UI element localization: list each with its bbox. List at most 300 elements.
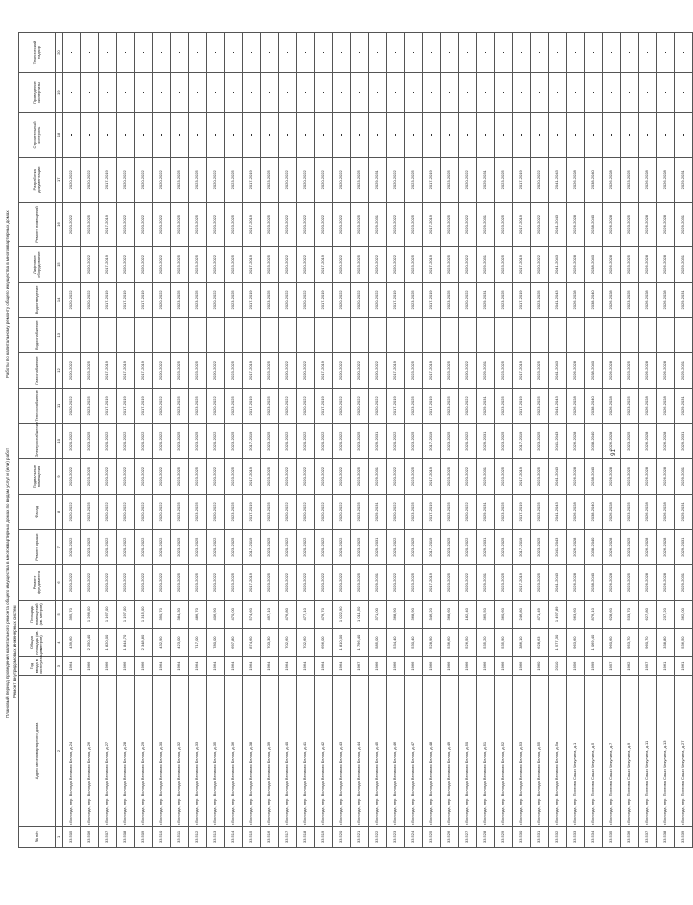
dot-mark: [179, 92, 181, 94]
column-number: 15: [56, 247, 63, 282]
table-cell: 360,60: [495, 600, 513, 628]
table-cell: 33.537: [639, 826, 657, 847]
table-cell: 2023-2025: [351, 565, 369, 600]
table-cell: [549, 73, 567, 113]
table-cell: 2023-2025: [261, 424, 279, 459]
table-cell: г.Вологда, пер. Вологда Великая Белая, д.26: [81, 676, 99, 827]
table-row: [513, 33, 531, 848]
table-row: [621, 33, 639, 848]
table-cell: 2023-2025: [81, 494, 99, 529]
table-cell: 2038-2040: [585, 353, 603, 388]
table-row: [171, 33, 189, 848]
table-cell: 2023-2025: [531, 565, 549, 600]
table-cell: 33.513: [207, 826, 225, 847]
table-cell: 2020-2022: [333, 530, 351, 565]
dot-mark: [233, 52, 235, 54]
table-cell: 2023-2025: [621, 530, 639, 565]
table-cell: 2017-2019: [243, 530, 261, 565]
table-cell: 2023-2025: [351, 530, 369, 565]
table-cell: 2026-2028: [567, 157, 585, 202]
table-cell: 338,80: [657, 628, 675, 656]
table-row: [225, 33, 243, 848]
table-cell: 1966: [369, 657, 387, 676]
table-cell: 2026-2028: [639, 424, 657, 459]
table-cell: г.Вологда, пер. Вологда Великая Белая, д.48: [423, 676, 441, 827]
table-cell: 1 577,30: [549, 628, 567, 656]
table-cell: 476,80: [279, 600, 297, 628]
table-cell: 33.523: [387, 826, 405, 847]
table-cell: 2020-2022: [63, 202, 81, 247]
dot-mark: [197, 134, 199, 136]
table-cell: [441, 113, 459, 158]
column-number: 20: [56, 33, 63, 73]
table-cell: 33.535: [603, 826, 621, 847]
table-cell: 2017-2019: [513, 247, 531, 282]
table-cell: 2020-2022: [279, 494, 297, 529]
table-cell: 2017-2019: [243, 459, 261, 494]
table-cell: [261, 33, 279, 73]
table-cell: 2020-2022: [459, 424, 477, 459]
table-cell: г.Вологда, пер. Вологда Великая Белая, д.5а: [549, 676, 567, 827]
table-cell: 2023-2025: [441, 202, 459, 247]
table-cell: [297, 73, 315, 113]
table-cell: [549, 113, 567, 158]
table-cell: 1964: [261, 657, 279, 676]
dot-mark: [503, 134, 505, 136]
dot-mark: [629, 92, 631, 94]
table-cell: г.Вологда, пер. Вологда Великая Белая, д.55: [531, 676, 549, 827]
table-cell: 2020-2022: [333, 494, 351, 529]
table-cell: 33.534: [585, 826, 603, 847]
table-cell: 963,60: [567, 628, 585, 656]
table-cell: 2029-2031: [477, 530, 495, 565]
table-cell: 2020-2022: [117, 157, 135, 202]
table-cell: г.Вологда, пер. Поэтова Саши Чекулина, д.27: [675, 676, 693, 827]
table-cell: 703,30: [261, 628, 279, 656]
table-cell: [351, 33, 369, 73]
table-cell: 2029-2031: [369, 494, 387, 529]
table-cell: 2023-2025: [405, 565, 423, 600]
table-cell: 2023-2025: [405, 530, 423, 565]
table-cell: 2029-2031: [369, 202, 387, 247]
table-cell: 960,70: [639, 628, 657, 656]
dot-mark: [269, 134, 271, 136]
table-cell: [279, 33, 297, 73]
table-cell: 2026-2028: [603, 388, 621, 423]
table-cell: 2020-2022: [279, 282, 297, 317]
table-cell: 2023-2025: [81, 459, 99, 494]
table-cell: 2026-2028: [639, 353, 657, 388]
table-cell: 2026-2028: [639, 530, 657, 565]
table-cell: 2020-2022: [531, 247, 549, 282]
table-cell: [333, 318, 351, 353]
dot-mark: [575, 92, 577, 94]
dot-mark: [269, 92, 271, 94]
table-row: [297, 33, 315, 848]
dot-mark: [521, 134, 523, 136]
table-cell: 33.525: [423, 826, 441, 847]
table-cell: [585, 33, 603, 73]
table-cell: 2017-2019: [315, 388, 333, 423]
table-cell: 2023-2025: [171, 459, 189, 494]
table-body: [63, 33, 693, 848]
table-cell: 33.518: [297, 826, 315, 847]
table-row: [189, 33, 207, 848]
table-cell: 2020-2022: [315, 494, 333, 529]
table-cell: 2023-2025: [495, 530, 513, 565]
column-number: 19: [56, 73, 63, 113]
dot-mark: [197, 52, 199, 54]
dot-mark: [629, 52, 631, 54]
table-cell: 2017-2019: [513, 530, 531, 565]
table-cell: 2017-2019: [423, 202, 441, 247]
table-cell: 2023-2025: [171, 388, 189, 423]
table-cell: 1 011,50: [351, 600, 369, 628]
table-cell: [549, 318, 567, 353]
dot-mark: [215, 92, 217, 94]
table-cell: 2020-2022: [153, 202, 171, 247]
table-cell: 2023-2025: [171, 353, 189, 388]
column-number: 3: [56, 657, 63, 676]
column-number: 6: [56, 565, 63, 600]
table-cell: 1957: [603, 657, 621, 676]
table-cell: 2020-2022: [315, 565, 333, 600]
column-number: 10: [56, 424, 63, 459]
table-cell: [135, 73, 153, 113]
table-cell: 2023-2025: [441, 530, 459, 565]
table-cell: 2020-2022: [135, 247, 153, 282]
table-cell: 2023-2025: [81, 424, 99, 459]
table-cell: 2020-2022: [333, 388, 351, 423]
table-cell: 33.516: [261, 826, 279, 847]
table-cell: 2026-2028: [603, 202, 621, 247]
table-cell: 1966: [81, 657, 99, 676]
table-cell: 2020-2022: [117, 565, 135, 600]
table-cell: 2023-2025: [441, 565, 459, 600]
table-cell: [243, 318, 261, 353]
table-cell: 1960: [531, 657, 549, 676]
dot-mark: [683, 134, 685, 136]
table-cell: 33.533: [567, 826, 585, 847]
table-cell: 2023-2025: [81, 202, 99, 247]
column-header: Фасад: [19, 494, 56, 529]
table-cell: 2020-2022: [459, 388, 477, 423]
table-cell: 2026-2028: [657, 353, 675, 388]
table-cell: [171, 33, 189, 73]
table-cell: 2026-2028: [567, 202, 585, 247]
table-row: [441, 33, 459, 848]
table-cell: [279, 73, 297, 113]
dot-mark: [161, 52, 163, 54]
table-cell: 2020-2022: [135, 459, 153, 494]
table-cell: 2023-2025: [441, 247, 459, 282]
table-cell: 2020-2022: [297, 157, 315, 202]
dot-mark: [125, 134, 127, 136]
table-cell: 384,30: [171, 600, 189, 628]
table-cell: [297, 113, 315, 158]
table-cell: г.Вологда, пер. Вологда Великая Белая, д.43: [333, 676, 351, 827]
table-cell: 2023-2025: [261, 157, 279, 202]
table-row: [405, 33, 423, 848]
table-row: [657, 33, 675, 848]
table-cell: 536,50: [675, 628, 693, 656]
table-cell: 2020-2022: [387, 565, 405, 600]
table-cell: 2023-2025: [189, 157, 207, 202]
table-cell: г.Вологда, пер. Вологда Великая Белая, д.42: [315, 676, 333, 827]
table-cell: [387, 73, 405, 113]
table-cell: 1964: [207, 657, 225, 676]
table-cell: [63, 318, 81, 353]
table-cell: 2041-2043: [549, 202, 567, 247]
column-header: Подвальные помещения: [19, 459, 56, 494]
table-cell: 2017-2019: [243, 494, 261, 529]
table-cell: [225, 33, 243, 73]
table-cell: 2020-2022: [387, 494, 405, 529]
dot-mark: [521, 52, 523, 54]
table-cell: 2029-2031: [675, 157, 693, 202]
table-cell: 2020-2022: [99, 530, 117, 565]
table-cell: 2020-2022: [333, 459, 351, 494]
table-cell: 2029-2031: [369, 459, 387, 494]
table-cell: 2020-2022: [459, 353, 477, 388]
table-cell: 362,00: [675, 600, 693, 628]
sub-heading: Ремонт внутридомовых инженерных систем: [12, 605, 17, 698]
table-cell: [153, 113, 171, 158]
table-cell: [189, 113, 207, 158]
table-cell: 2020-2022: [207, 353, 225, 388]
table-cell: 2041-2043: [549, 353, 567, 388]
table-cell: 2038-2040: [585, 530, 603, 565]
table-cell: [99, 318, 117, 353]
table-cell: 2020-2022: [297, 565, 315, 600]
table-cell: [567, 33, 585, 73]
table-cell: 2 348,80: [135, 628, 153, 656]
table-cell: [63, 247, 81, 282]
table-cell: 2026-2028: [657, 282, 675, 317]
table-row: [459, 33, 477, 848]
table-cell: 1966: [477, 657, 495, 676]
table-cell: г.Вологда, пер. Вологда Великая Белая, д.27: [99, 676, 117, 827]
table-cell: 2020-2022: [207, 282, 225, 317]
column-number: 13: [56, 318, 63, 353]
table-cell: 1 820,00: [99, 628, 117, 656]
table-cell: 395,70: [63, 600, 81, 628]
table-cell: 33.538: [657, 826, 675, 847]
table-cell: 2023-2025: [495, 388, 513, 423]
table-cell: [153, 33, 171, 73]
table-cell: 33.512: [189, 826, 207, 847]
table-cell: 2038-2040: [585, 459, 603, 494]
table-cell: 2020-2022: [459, 459, 477, 494]
table-row: [99, 33, 117, 848]
dot-mark: [485, 134, 487, 136]
table-row: [549, 33, 567, 848]
table-cell: 2041-2043: [549, 157, 567, 202]
table-cell: 2020-2022: [387, 424, 405, 459]
dot-mark: [377, 134, 379, 136]
table-cell: 2026-2028: [603, 282, 621, 317]
table-cell: 533,70: [621, 600, 639, 628]
table-cell: 1961: [675, 657, 693, 676]
table-cell: 2020-2022: [117, 530, 135, 565]
dot-mark: [539, 92, 541, 94]
table-cell: 2023-2025: [351, 157, 369, 202]
table-cell: 2020-2022: [369, 388, 387, 423]
table-cell: 2023-2025: [621, 459, 639, 494]
table-row: [315, 33, 333, 848]
table-cell: 1966: [441, 657, 459, 676]
column-header: Адрес многоквартирного дома: [19, 676, 56, 827]
table-cell: 2020-2022: [81, 282, 99, 317]
dot-mark: [251, 92, 253, 94]
column-header: Проведение экспертизы: [19, 73, 56, 113]
table-cell: 2020-2022: [279, 157, 297, 202]
dot-mark: [143, 92, 145, 94]
table-cell: [243, 33, 261, 73]
table-row: [477, 33, 495, 848]
dot-mark: [89, 52, 91, 54]
table-cell: 2023-2025: [441, 388, 459, 423]
column-header: Площадь помещений (кв. метров): [19, 600, 56, 628]
table-cell: [117, 113, 135, 158]
table-cell: 2020-2022: [297, 353, 315, 388]
table-cell: 2023-2025: [81, 530, 99, 565]
dot-mark: [377, 52, 379, 54]
table-cell: 535,20: [477, 628, 495, 656]
table-cell: 2026-2028: [657, 565, 675, 600]
table-cell: 2020-2022: [207, 494, 225, 529]
table-cell: 2020-2022: [207, 565, 225, 600]
table-cell: 2026-2028: [603, 424, 621, 459]
table-cell: 2029-2031: [675, 247, 693, 282]
column-header: Ремонт крыши: [19, 530, 56, 565]
table-cell: 2026-2028: [657, 388, 675, 423]
table-cell: [153, 73, 171, 113]
table-cell: 2023-2025: [405, 157, 423, 202]
column-header: Ремонт фундамента: [19, 565, 56, 600]
table-cell: 2017-2019: [243, 353, 261, 388]
table-cell: 2020-2022: [531, 157, 549, 202]
table-cell: 1966: [495, 657, 513, 676]
dot-mark: [395, 92, 397, 94]
table-cell: 2020-2022: [207, 388, 225, 423]
table-cell: 2023-2025: [495, 282, 513, 317]
table-cell: 2029-2031: [675, 459, 693, 494]
table-cell: 2017-2019: [243, 247, 261, 282]
table-cell: 2020-2022: [135, 424, 153, 459]
table-cell: [585, 73, 603, 113]
table-cell: 33.524: [405, 826, 423, 847]
table-cell: 1956: [567, 657, 585, 676]
column-header: Водоснабжение: [19, 318, 56, 353]
table-cell: [99, 33, 117, 73]
table-row: [81, 33, 99, 848]
table-cell: 2017-2019: [243, 424, 261, 459]
table-cell: 33.507: [99, 826, 117, 847]
table-cell: 33.532: [549, 826, 567, 847]
table-cell: [99, 113, 117, 158]
table-cell: [387, 33, 405, 73]
table-cell: 2029-2031: [675, 388, 693, 423]
table-cell: 2023-2025: [441, 282, 459, 317]
table-cell: 2023-2025: [351, 459, 369, 494]
table-cell: 2020-2022: [279, 388, 297, 423]
table-cell: [369, 113, 387, 158]
column-number: 8: [56, 494, 63, 529]
dot-mark: [521, 92, 523, 94]
table-cell: 2026-2028: [657, 424, 675, 459]
table-cell: [477, 318, 495, 353]
table-cell: 365,50: [477, 600, 495, 628]
table-cell: [657, 33, 675, 73]
table-cell: 2017-2019: [243, 157, 261, 202]
column-number: 14: [56, 282, 63, 317]
dot-mark: [647, 92, 649, 94]
table-cell: 2020-2022: [297, 424, 315, 459]
table-cell: 2038-2040: [585, 202, 603, 247]
table-cell: 2020-2022: [207, 530, 225, 565]
table-cell: 1957: [639, 657, 657, 676]
table-cell: 2026-2028: [567, 282, 585, 317]
dot-mark: [503, 92, 505, 94]
table-cell: 2026-2028: [657, 494, 675, 529]
table-cell: 371,00: [369, 600, 387, 628]
table-cell: 2023-2025: [189, 494, 207, 529]
table-cell: 2023-2025: [495, 202, 513, 247]
table-cell: 2020-2022: [153, 282, 171, 317]
table-cell: 2029-2031: [675, 494, 693, 529]
table-cell: 2023-2025: [621, 247, 639, 282]
table-row: [117, 33, 135, 848]
table-cell: 2023-2025: [351, 247, 369, 282]
table-cell: 2020-2022: [153, 247, 171, 282]
table-cell: 33.515: [243, 826, 261, 847]
table-cell: г.Вологда, пер. Поэтова Саши Чекулина, д.9: [621, 676, 639, 827]
column-number: 1: [56, 826, 63, 847]
table-cell: [189, 73, 207, 113]
table-cell: 2023-2025: [261, 388, 279, 423]
table-cell: 33.521: [351, 826, 369, 847]
dot-mark: [107, 52, 109, 54]
dot-mark: [485, 92, 487, 94]
table-cell: [621, 33, 639, 73]
work-heading: Работы по капитальному ремонту общего имущества в многоквартирных домах: [5, 210, 10, 378]
table-cell: 1 796,40: [351, 628, 369, 656]
table-cell: 1 810,00: [333, 628, 351, 656]
table-cell: 2023-2025: [225, 247, 243, 282]
table-cell: 2020-2022: [387, 157, 405, 202]
table-cell: 2020-2022: [459, 494, 477, 529]
table-cell: 2023-2025: [81, 388, 99, 423]
table-cell: 2010: [549, 657, 567, 676]
table-cell: 2023-2025: [621, 494, 639, 529]
table-cell: 2017-2019: [99, 353, 117, 388]
table-cell: 33.510: [153, 826, 171, 847]
table-cell: 1961: [657, 657, 675, 676]
table-cell: 2023-2025: [621, 565, 639, 600]
dot-mark: [431, 134, 433, 136]
dot-mark: [305, 92, 307, 94]
dot-mark: [359, 52, 361, 54]
table-cell: 2020-2022: [297, 494, 315, 529]
table-cell: 2017-2019: [423, 565, 441, 600]
table-cell: 2020-2022: [153, 494, 171, 529]
dot-mark: [107, 92, 109, 94]
table-cell: 477,10: [297, 600, 315, 628]
table-cell: 476,70: [315, 600, 333, 628]
table-cell: 2023-2025: [495, 353, 513, 388]
table-cell: [531, 318, 549, 353]
